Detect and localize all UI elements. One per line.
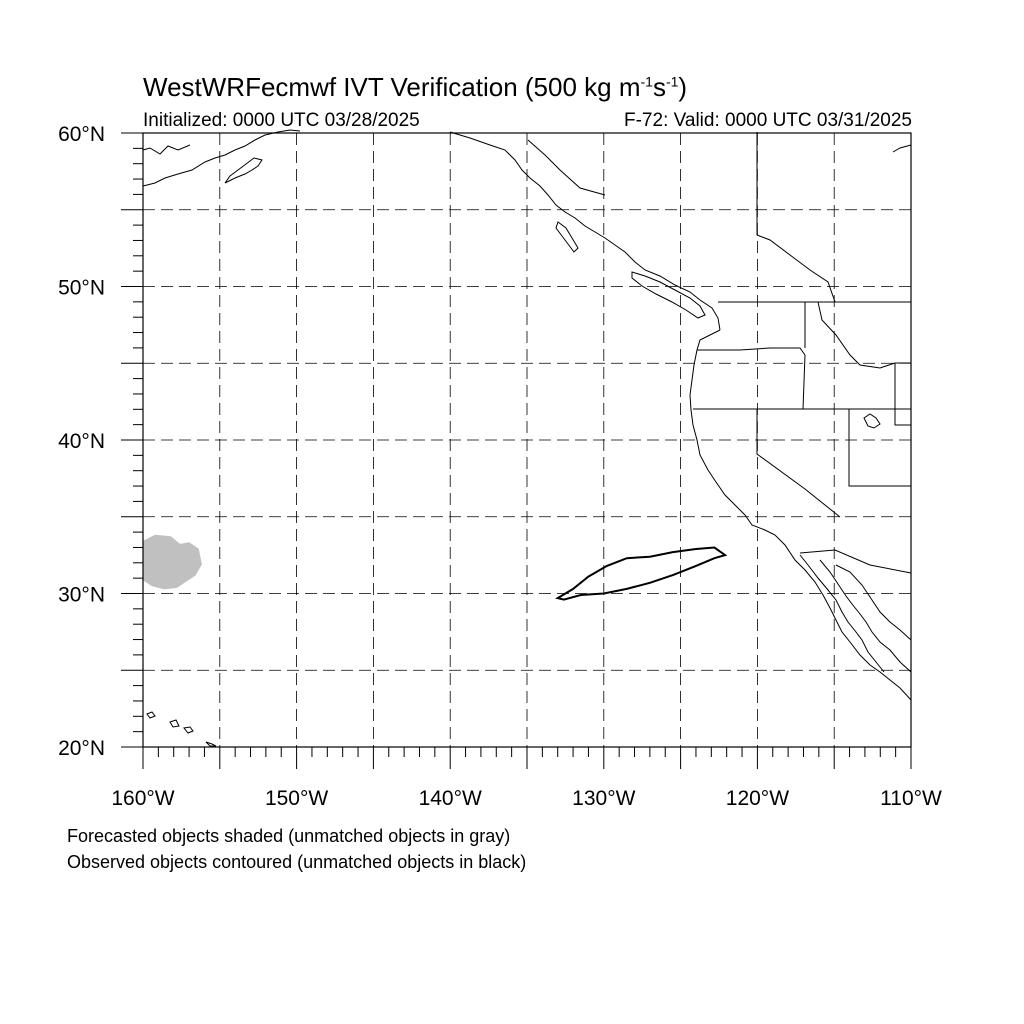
- coastline-hudson-corner: [893, 145, 911, 152]
- x-tick-label: 130°W: [572, 787, 636, 810]
- y-tick-label: 40°N: [58, 430, 105, 453]
- x-tick-label: 120°W: [725, 787, 790, 810]
- y-tick-label: 60°N: [58, 123, 105, 146]
- border-washington-oregon: [697, 348, 805, 355]
- observed-object: [558, 548, 725, 600]
- x-tick-label: 140°W: [418, 787, 482, 810]
- island-hawaii-3: [184, 727, 193, 733]
- border-us-mexico: [800, 550, 911, 573]
- island-haida-gwaii: [556, 222, 578, 252]
- border-idaho-montana: [818, 302, 911, 368]
- y-tick-label: 30°N: [58, 583, 105, 607]
- great-salt-lake: [864, 414, 880, 428]
- valid-time-label: F-72: Valid: 0000 UTC 03/31/2025: [624, 110, 912, 131]
- island-hawaii-4: [206, 742, 216, 746]
- island-hawaii-2: [170, 720, 179, 727]
- map-axes: [58, 123, 942, 810]
- coastline-panhandle: [450, 132, 720, 330]
- political-borders: [528, 132, 911, 573]
- coastline-west-us: [690, 330, 911, 700]
- observed-legend-note: Observed objects contoured (unmatched objects in black): [67, 852, 527, 872]
- border-canada-provinces: [757, 132, 835, 302]
- coastlines: [143, 130, 911, 746]
- forecast-objects: [143, 535, 201, 589]
- coastline-mainland-mexico: [836, 565, 911, 640]
- x-tick-label: 160°W: [111, 787, 175, 810]
- initialized-time-label: Initialized: 0000 UTC 03/28/2025: [143, 110, 420, 131]
- forecast-legend-note: Forecasted objects shaded (unmatched objects in gray): [67, 826, 511, 846]
- observed-objects: [558, 548, 725, 600]
- border-wyoming: [895, 363, 911, 425]
- border-nevada-utah: [849, 409, 911, 486]
- figure-title: WestWRFecmwf IVT Verification (500 kg $m^{-1}s^{-1}$): [143, 72, 688, 102]
- border-oregon-idaho: [803, 355, 805, 409]
- border-california-nevada: [757, 409, 840, 517]
- x-tick-label: 110°W: [880, 787, 942, 810]
- forecast-object: [143, 535, 201, 589]
- border-canada-alaska: [528, 140, 605, 195]
- y-tick-label: 20°N: [58, 737, 105, 760]
- y-tick-label: 50°N: [58, 276, 105, 300]
- island-kodiak: [225, 158, 262, 183]
- coastline-baja: [800, 555, 911, 672]
- island-hawaii-1: [147, 712, 155, 718]
- grid-lines: [143, 133, 911, 747]
- coastline-alaska: [143, 130, 300, 186]
- x-tick-label: 150°W: [264, 787, 329, 810]
